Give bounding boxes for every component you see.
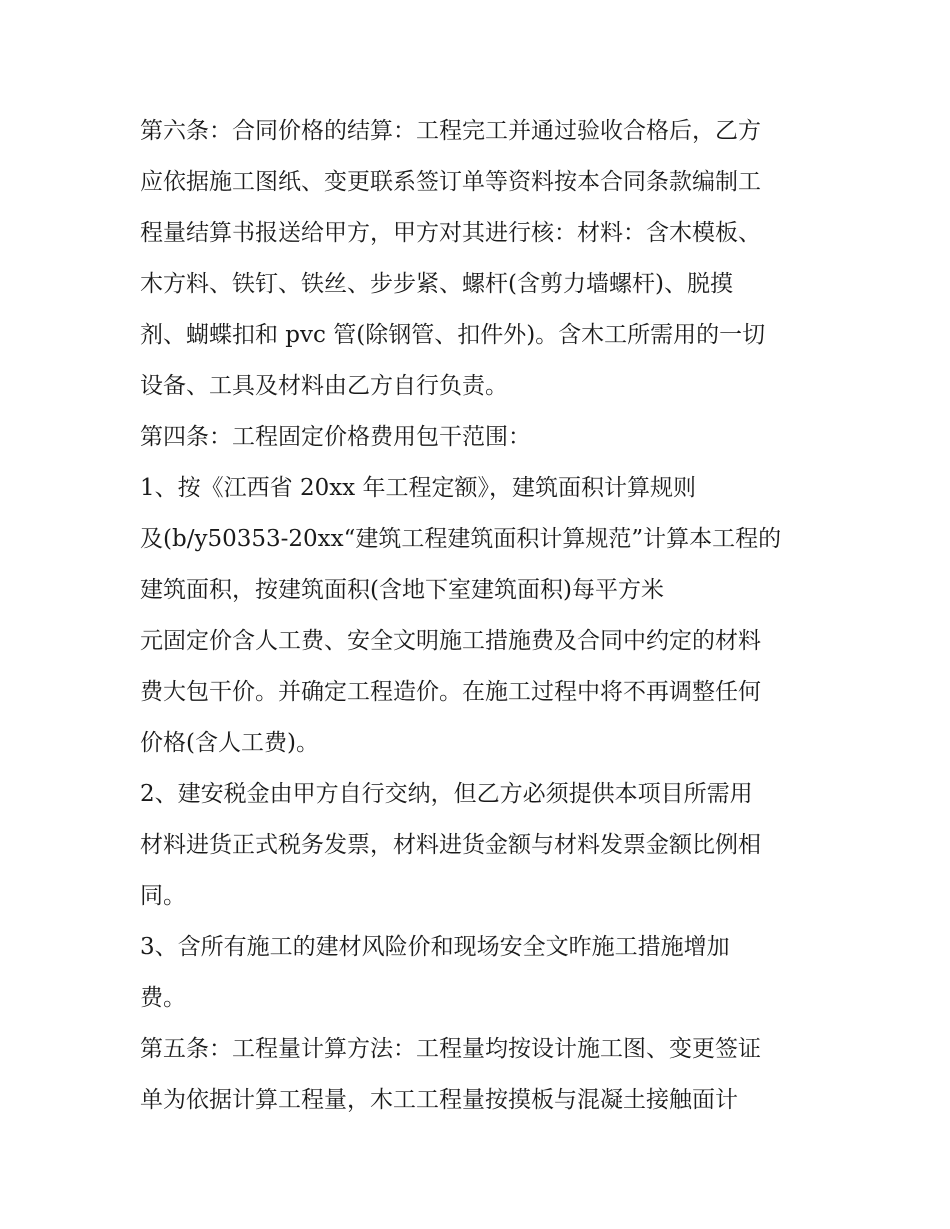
text-line: 建筑面积，按建筑面积(含地下室建筑面积)每平方米 — [140, 577, 664, 603]
text-line: 第六条：合同价格的结算：工程完工并通过验收合格后，乙方 — [140, 118, 761, 144]
text-line: 同。 — [140, 883, 186, 909]
text-line: 应依据施工图纸、变更联系签订单等资料按本合同条款编制工 — [140, 169, 761, 195]
text-line: 及(b/y50353-20xx“建筑工程建筑面积计算规范”计算本工程的 — [140, 526, 782, 552]
text-line: 程量结算书报送给甲方，甲方对其进行核：材料：含木模板、 — [140, 220, 761, 246]
text-line: 3、含所有施工的建材风险价和现场安全文昨施工措施增加 — [140, 934, 730, 960]
text-line: 2、建安税金由甲方自行交纳，但乙方必须提供本项目所需用 — [140, 781, 753, 807]
text-line: 价格(含人工费)。 — [140, 730, 319, 756]
text-line: 剂、蝴蝶扣和 pvc 管(除钢管、扣件外)。含木工所需用的一切 — [140, 322, 766, 348]
text-line: 费。 — [140, 985, 186, 1011]
section-heading: 第五条：工程量计算方法：工程量均按设计施工图、变更签证 — [140, 1036, 761, 1062]
text-line: 费大包干价。并确定工程造价。在施工过程中将不再调整任何 — [140, 679, 761, 705]
text-line: 材料进货正式税务发票，材料进货金额与材料发票金额比例相 — [140, 832, 761, 858]
section-heading: 第四条：工程固定价格费用包干范围： — [140, 424, 531, 450]
text-line: 1、按《江西省 20xx 年工程定额》，建筑面积计算规则 — [140, 475, 696, 501]
text-line: 单为依据计算工程量，木工工程量按摸板与混凝土接触面计 — [140, 1087, 738, 1113]
text-line: 木方料、铁钉、铁丝、步步紧、螺杆(含剪力墙螺杆)、脱摸 — [140, 271, 733, 297]
text-line: 元固定价含人工费、安全文明施工措施费及合同中约定的材料 — [140, 628, 761, 654]
text-line: 设备、工具及材料由乙方自行负责。 — [140, 373, 508, 399]
contract-text-body — [140, 106, 820, 1126]
